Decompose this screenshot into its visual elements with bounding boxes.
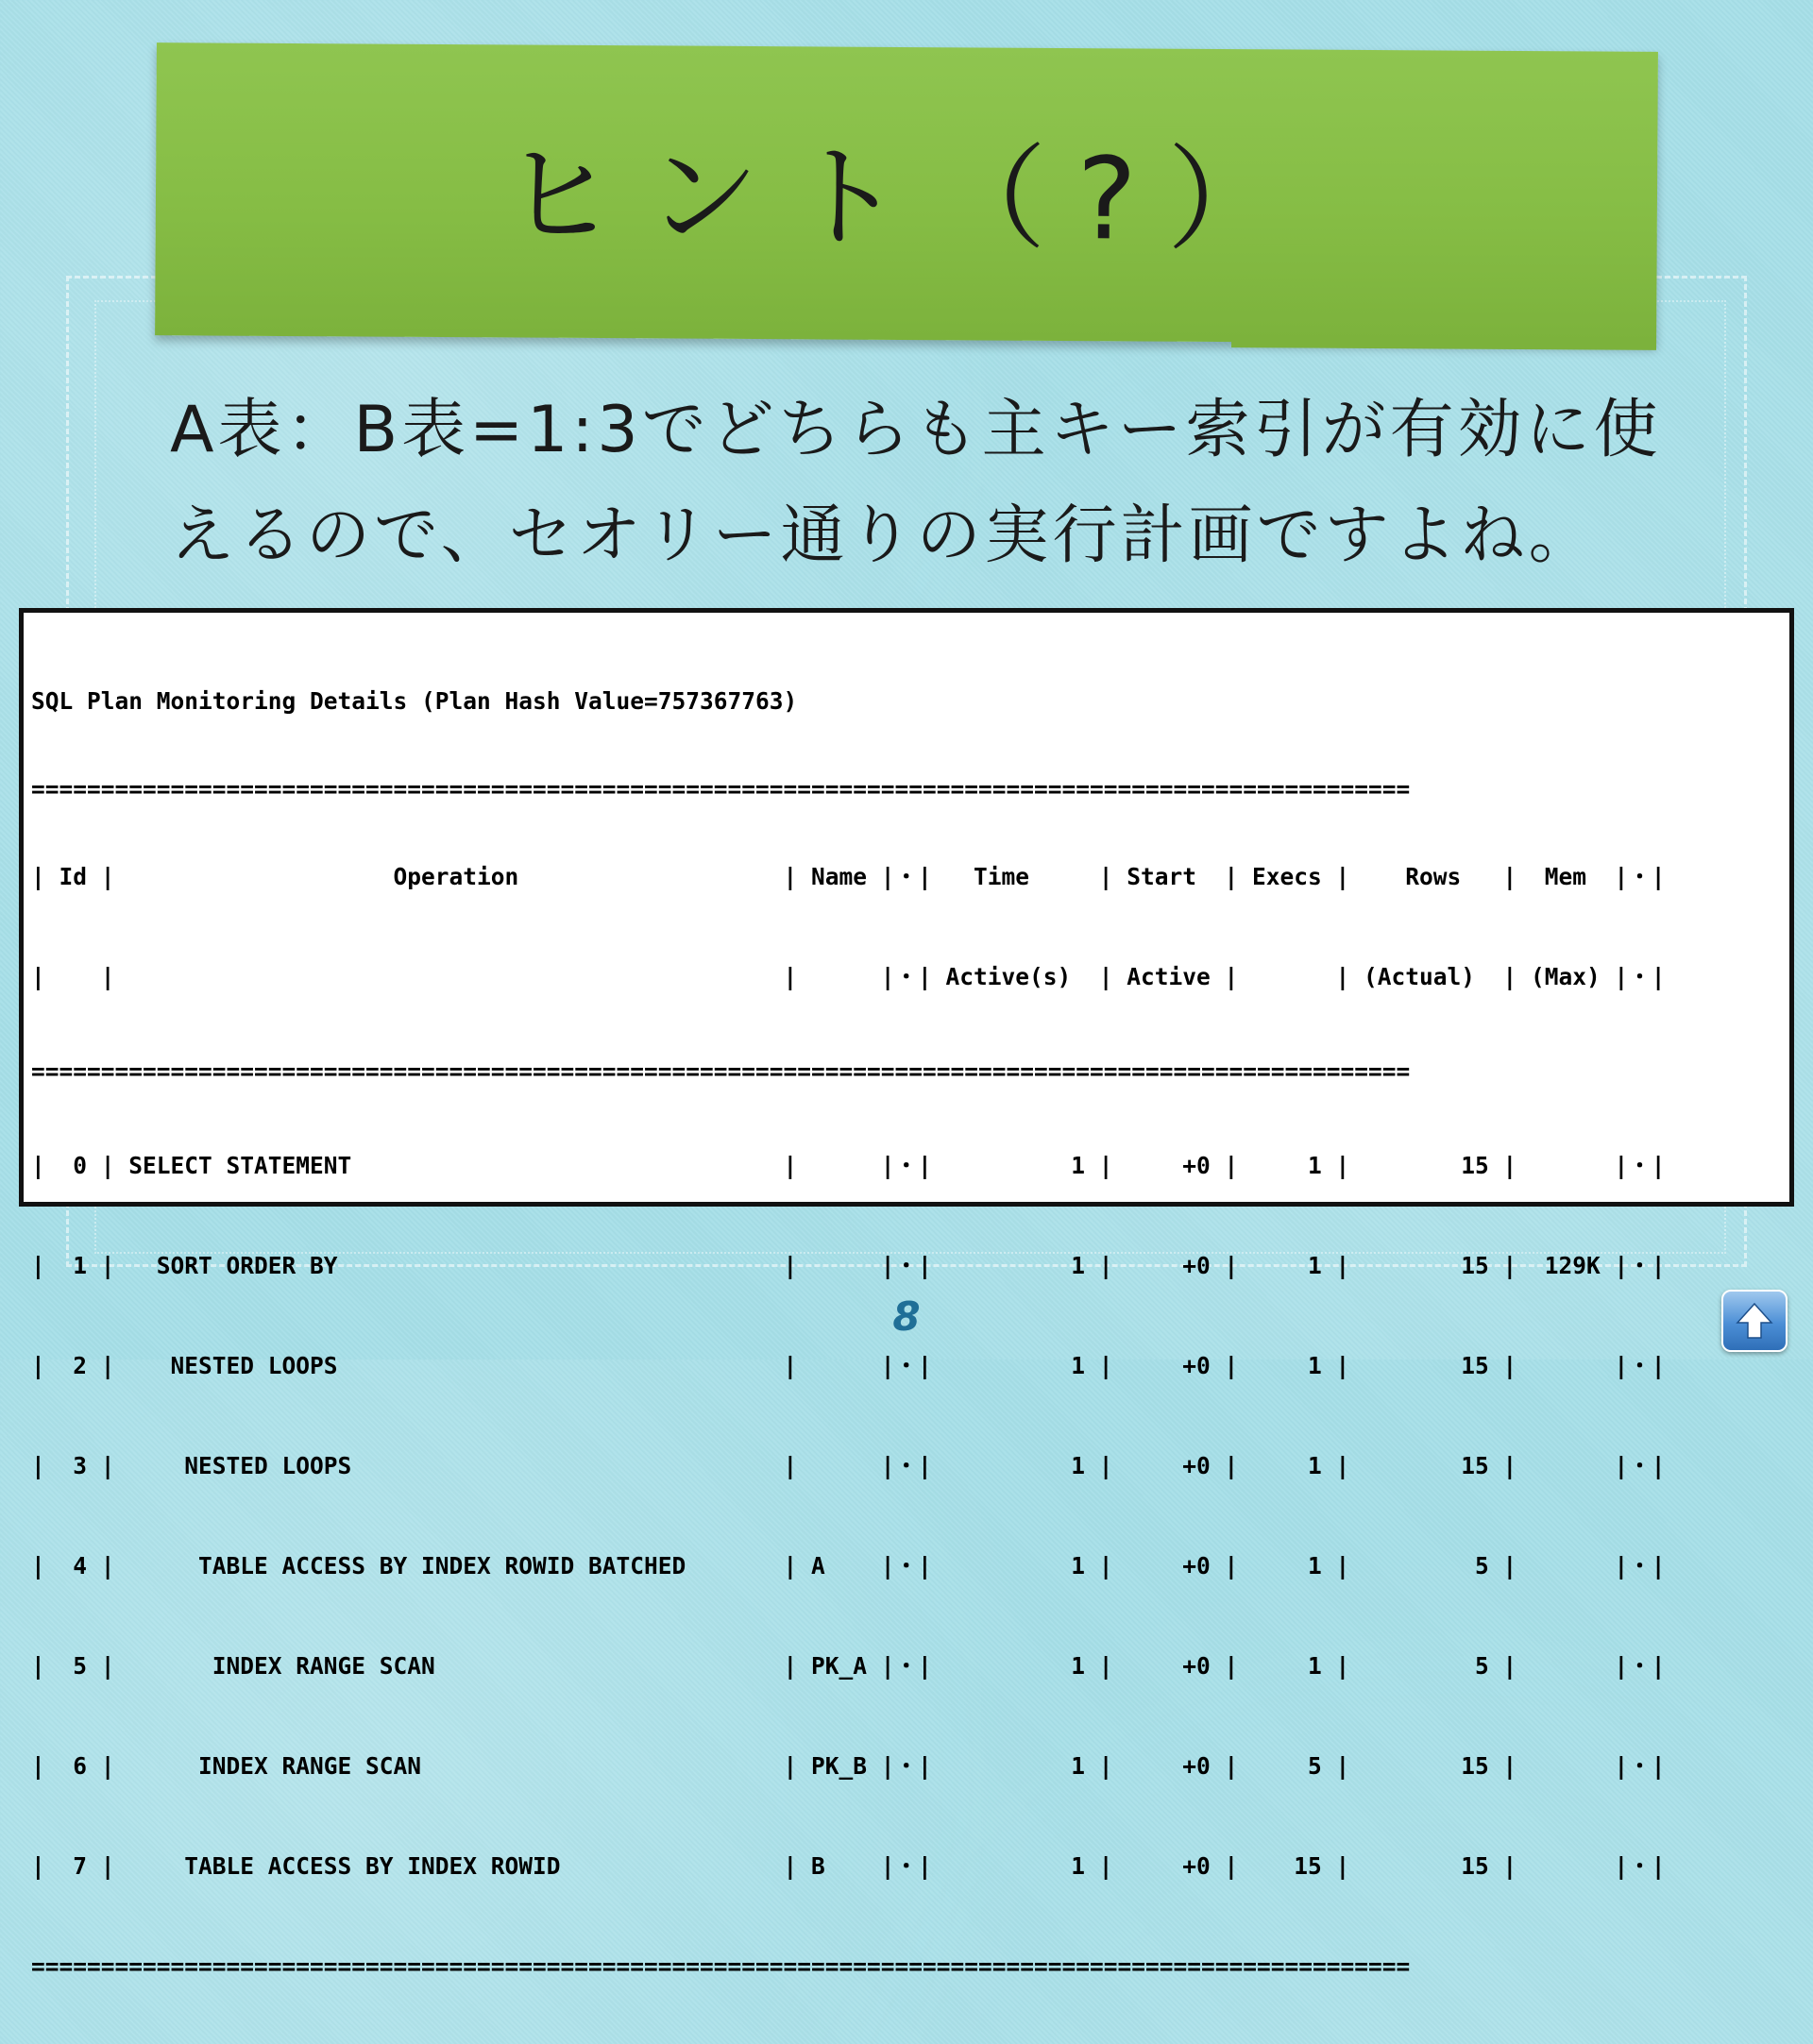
slide-subtitle	[170, 378, 1662, 589]
plan-row: | 5 | INDEX RANGE SCAN | PK_A |・| 1 | +0 | 1 | 5 | |・|	[31, 1652, 1666, 1680]
arrow-up-icon	[1734, 1300, 1775, 1342]
plan-separator-top: ===================================================================================================	[31, 775, 1411, 802]
plan-row: | 1 | SORT ORDER BY | |・| 1 | +0 | 1 | 15 | 129K |・|	[31, 1252, 1666, 1279]
title-banner	[155, 42, 1658, 345]
plan-header-row-2: | | | |・| Active(s) | Active | | (Actual) | (Max) |・|	[31, 963, 1666, 990]
plan-row: | 0 | SELECT STATEMENT | |・| 1 | +0 | 1 | 15 | |・|	[31, 1152, 1666, 1179]
navigate-up-button[interactable]	[1721, 1290, 1788, 1352]
plan-heading: SQL Plan Monitoring Details (Plan Hash Value=757367763)	[31, 687, 798, 715]
plan-row: | 2 | NESTED LOOPS | |・| 1 | +0 | 1 | 15 | |・|	[31, 1352, 1666, 1379]
plan-row: | 6 | INDEX RANGE SCAN | PK_B |・| 1 | +0 | 5 | 15 | |・|	[31, 1752, 1666, 1780]
sql-plan-panel	[19, 608, 1794, 1980]
plan-row: | 4 | TABLE ACCESS BY INDEX ROWID BATCHED | A |・| 1 | +0 | 1 | 5 | |・|	[31, 1552, 1666, 1579]
plan-separator-mid: ===================================================================================================	[31, 1057, 1411, 1085]
plan-header-row-1: | Id | Operation | Name |・| Time | Start | Execs | Rows | Mem |・|	[31, 863, 1666, 890]
page-number: 8	[892, 1293, 921, 1340]
subtitle-line-1: A表：B表=1:3でどちらも主キー索引が有効に使	[170, 393, 1662, 467]
plan-row: | 7 | TABLE ACCESS BY INDEX ROWID | B |・| 1 | +0 | 15 | 15 | |・|	[31, 1852, 1666, 1880]
slide-title: ヒント（?）	[501, 130, 1312, 267]
plan-separator-bottom: ===================================================================================================	[31, 1952, 1411, 1980]
plan-row: | 3 | NESTED LOOPS | |・| 1 | +0 | 1 | 15 | |・|	[31, 1452, 1666, 1479]
subtitle-line-2: えるので、セオリー通りの実行計画ですよね。	[170, 498, 1597, 573]
